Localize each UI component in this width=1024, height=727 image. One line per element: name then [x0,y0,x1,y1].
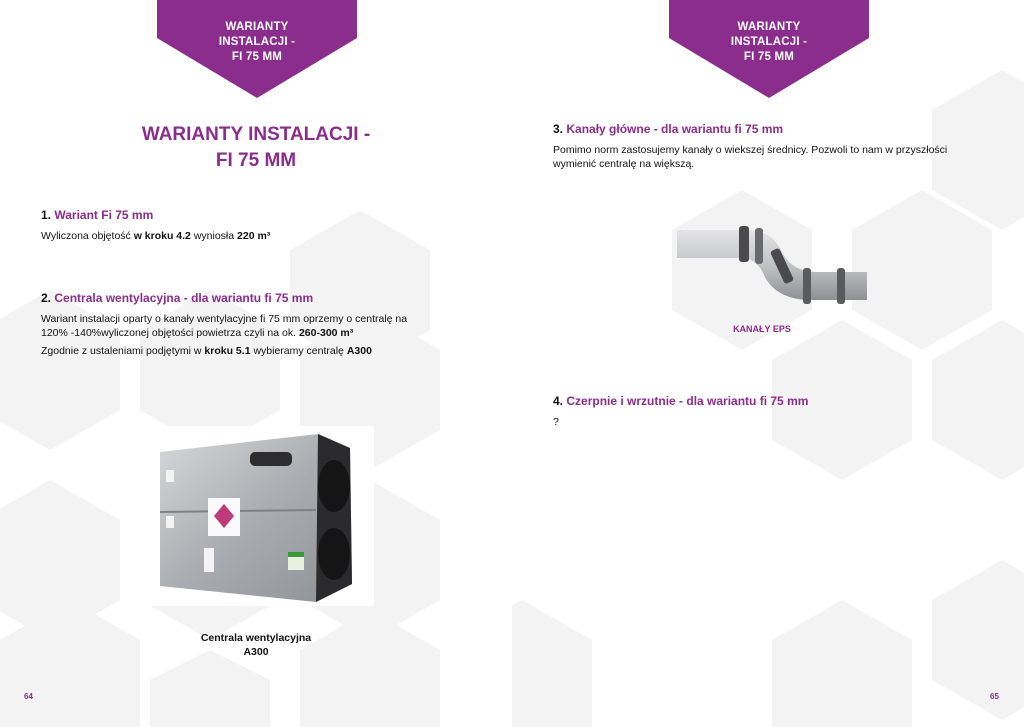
section-text: Pomimo norm zastosujemy kanały o wiekszej średnicy. Pozwoli to nam w przyszłości wymienić centralę na większą. [553,144,948,170]
banner-line: FI 75 MM [231,51,283,63]
section-text: ? [553,416,559,428]
ventilation-unit-image [138,426,374,606]
banner-line: FI 75 MM [743,51,795,63]
pipes-image [677,222,867,314]
section-heading: 3. Kanały główne - dla wariantu fi 75 mm [553,122,784,136]
page-number: 64 [24,692,33,701]
image-caption: Centrala wentylacyjna A300 [200,632,312,658]
banner-line: WARIANTY [737,21,801,33]
banner-line: INSTALACJI - [218,36,296,48]
section-text: Wariant instalacji oparty o kanały wentylacyjne fi 75 mm oprzemy o centralę na 120% -140%wyliczonej objętości powietrza czyli na ok. 260-300 m³ [41,313,408,339]
image-caption: KANAŁY EPS [733,324,791,334]
section-heading: 1. Wariant Fi 75 mm [41,208,154,222]
section-heading: 2. Centrala wentylacyjna - dla wariantu fi 75 mm [41,291,314,305]
section-text: Wyliczona objętość w kroku 4.2 wyniosła 220 m³ [41,230,271,242]
banner-line: INSTALACJI - [730,36,808,48]
banner-line: WARIANTY [225,21,289,33]
right-page [512,0,1024,727]
page-title: WARIANTY INSTALACJI - FI 75 MM [141,124,371,171]
section-banner [157,0,357,98]
page-number: 65 [990,692,999,701]
section-heading: 4. Czerpnie i wrzutnie - dla wariantu fi 75 mm [553,394,809,408]
section-1 [41,208,441,247]
section-2 [41,291,421,362]
hexagon-background [512,0,1024,727]
section-4 [553,394,983,433]
section-3 [553,122,983,175]
section-banner [669,0,869,98]
section-text: Zgodnie z ustaleniami podjętymi w kroku 5.1 wybieramy centralę A300 [41,345,372,357]
